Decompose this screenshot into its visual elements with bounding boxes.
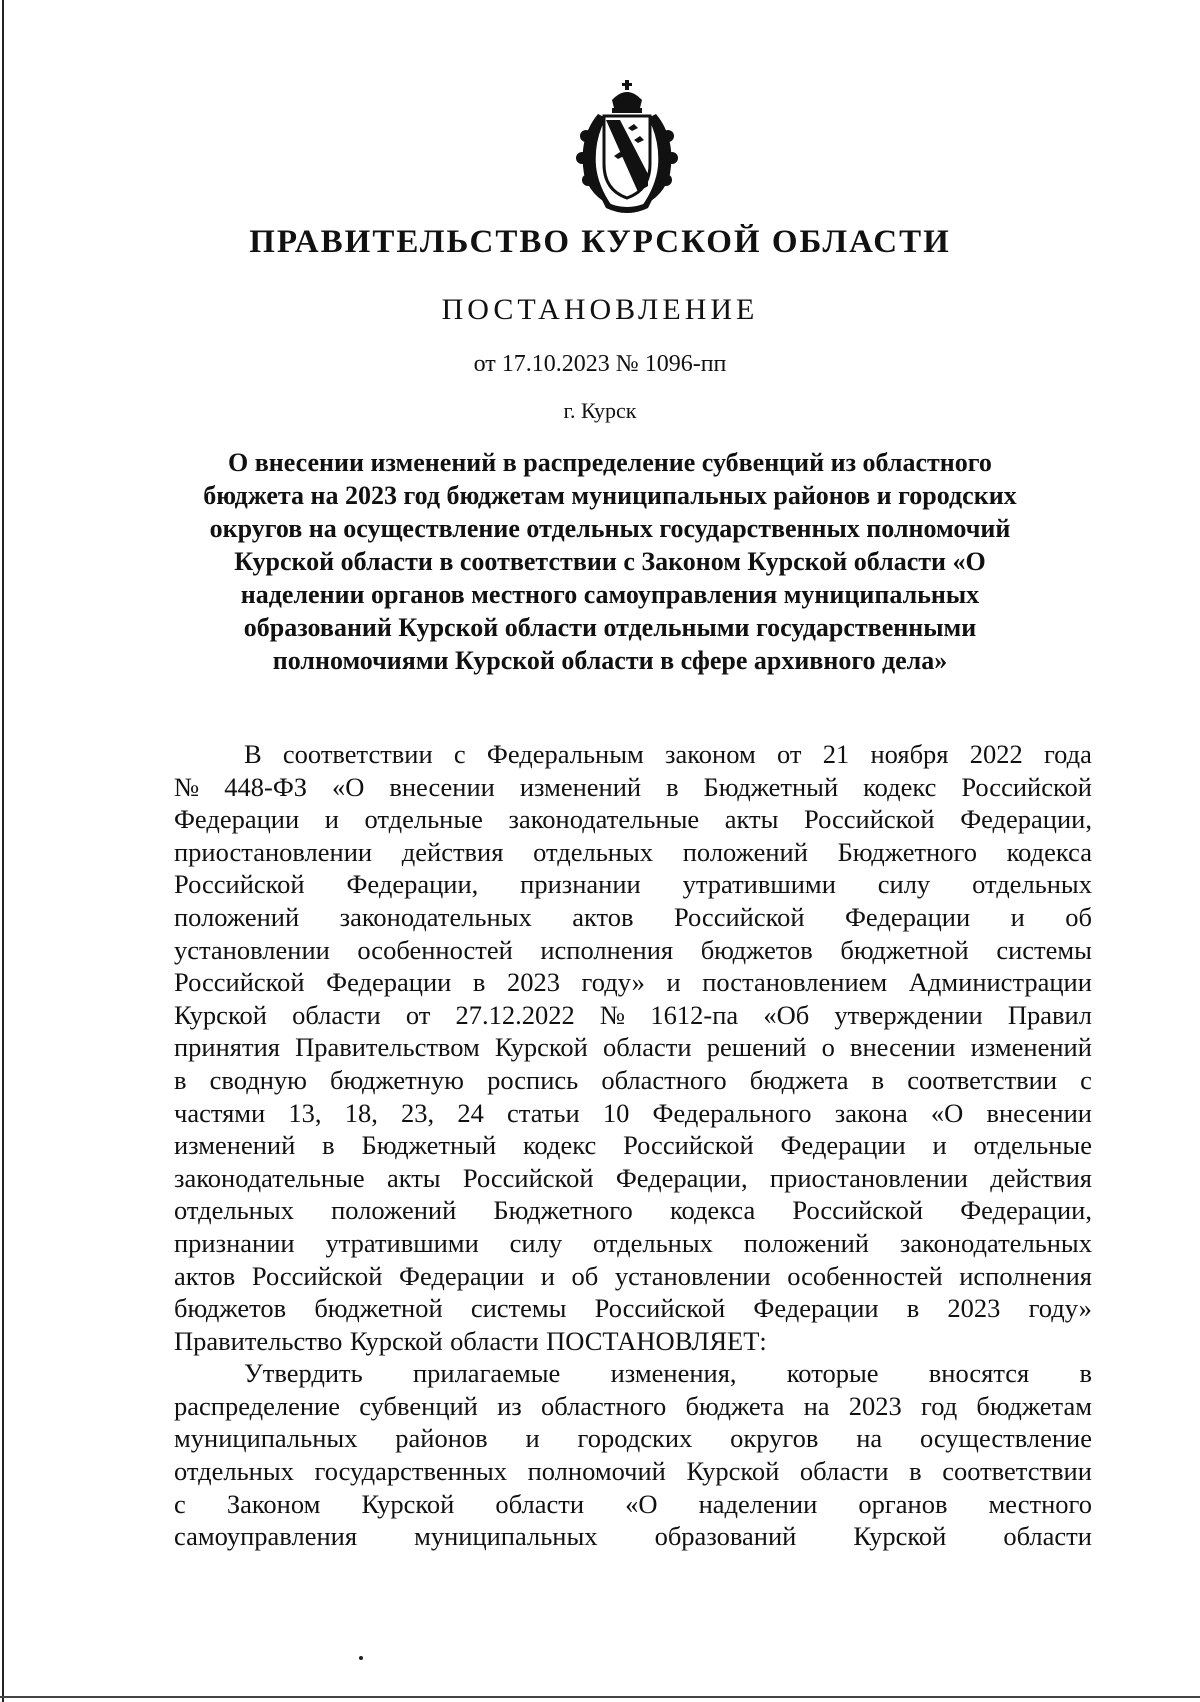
body-word: 27.12.2022 [455,999,575,1030]
body-word: Правил [1007,999,1092,1030]
body-word: соответствии [282,739,433,769]
body-word: Курской [853,1521,947,1552]
heading-line: бюджета на 2023 год бюджетам муниципальных районов и городских [203,481,1017,510]
body-word: бюджета [749,1064,849,1095]
body-word: Федерации [326,967,452,998]
body-word: изменений [174,1130,296,1161]
body-word: Курской [349,1325,443,1356]
body-line [174,1455,1092,1488]
body-word: бюджетную [330,1064,464,1095]
organization-title: ПРАВИТЕЛЬСТВО КУРСКОЙ ОБЛАСТИ [249,224,951,260]
body-word: Российской [462,1162,594,1193]
body-word: Законом [226,1488,321,1519]
body-word: прилагаемые [412,1358,561,1389]
body-word: законодательные [174,1162,365,1193]
body-word: городских [577,1423,693,1454]
body-line [174,934,1092,967]
body-word: Российской [804,804,935,835]
body-word: особенностей [787,1260,943,1291]
body-word: и [932,1130,947,1161]
body-word: Бюджетный [703,771,839,802]
body-word: внесении [849,1032,956,1063]
body-word: бюджетам [976,1390,1092,1421]
body-word: о [821,1032,835,1063]
body-word: с [1080,1064,1092,1095]
body-word: утратившими [682,869,836,900]
body-word: от [405,999,431,1030]
body-word: субвенций [359,1390,478,1421]
body-word: и [666,967,681,998]
body-word: актов [174,1260,236,1291]
body-word: самоуправления [174,1521,358,1552]
body-word: Федерации [780,1130,906,1161]
body-word: отдельные [364,804,483,835]
body-word: положений [743,1227,869,1258]
body-word: изменений [519,771,642,802]
body-word: утратившими [325,1227,479,1258]
body-word: области [1003,1521,1092,1552]
body-word: области [292,999,381,1030]
body-word: внесении [986,1097,1092,1128]
body-word: и [525,1423,540,1454]
kursk-coat-of-arms-icon [568,78,686,214]
body-word: «Об [763,999,810,1030]
body-word: государственных [314,1456,508,1487]
body-line [174,771,1092,804]
body-word: системы [470,1293,567,1324]
heading-line: О внесении изменений в распределение субвенций из областного [228,448,992,477]
body-word: и [324,804,339,835]
body-word: вносятся [928,1358,1030,1389]
body-word: Администрации [908,967,1092,998]
body-word: распределение [174,1390,340,1421]
body-word: принятия [174,1032,280,1063]
body-word: признании [174,1227,295,1258]
body-word: статьи [507,1097,580,1128]
body-word: 2023 [506,967,560,998]
body-word: области [799,1456,889,1487]
body-word: «О [930,1097,964,1128]
body-word: «О [625,1488,658,1519]
scan-mark [359,1656,363,1660]
body-word: действия [401,836,504,867]
body-word: области [495,1488,585,1519]
heading-line: Курской области в соответствии с Законом Курской области «О [234,547,986,576]
body-word: 23, [401,1097,435,1128]
body-word: Российской [174,967,305,998]
body-word: Федерации, [615,1162,748,1193]
body-word: образований [654,1521,797,1552]
body-word: приостановлении [769,1162,968,1193]
body-word: ПОСТАНОВЛЯЕТ: [546,1325,767,1356]
body-word: законодательные [508,804,700,835]
body-word: бюджетов [174,1293,287,1324]
body-word: Российской [623,1130,754,1161]
scan-bottom-edge [0,1696,1200,1698]
body-line [174,1097,1092,1130]
body-word: «О [332,771,365,802]
body-line [174,1422,1092,1455]
body-word: положений [174,901,300,932]
body-line [174,1488,1092,1521]
body-line [174,1129,1092,1162]
body-word: 18, [344,1097,378,1128]
body-word: закона [834,1097,908,1128]
body-word: районов [395,1423,488,1454]
body-word: акты [724,804,779,835]
body-word: года [1043,739,1092,769]
body-word: 2022 [969,739,1023,769]
body-line [174,1292,1092,1325]
body-word: Федерации [399,1260,525,1291]
body-line [174,738,1092,771]
body-word: Курской [494,1032,588,1063]
document-date-number: от 17.10.2023 № 1096-пп [473,351,727,377]
body-word: бюджета [685,1390,785,1421]
body-line [174,803,1092,836]
body-word: 24 [457,1097,484,1128]
body-word: Утвердить [244,1358,363,1389]
body-word: Российской [174,869,305,900]
body-word: в [174,1064,187,1095]
body-word: Федерации, [960,1195,1092,1226]
body-word: Федерального [652,1097,812,1128]
body-word: области [602,1032,692,1063]
body-word: в [871,1064,885,1095]
body-word: изменения, [610,1358,737,1389]
body-word: в [906,1293,920,1324]
body-word: году» [1028,1293,1092,1324]
body-word: Федерации, [346,869,479,900]
body-word: которые [786,1358,879,1389]
body-word: Федерации [753,1293,879,1324]
body-word: Правительством [295,1032,480,1063]
body-word: постановлением [702,967,888,998]
body-word: установлении [614,1260,771,1291]
body-word: бюджетов [700,934,813,965]
body-word: Федерации [845,901,971,932]
body-word: изменений [970,1032,1092,1063]
body-word: роспись [487,1064,579,1095]
body-word: соответствии [907,1064,1058,1095]
body-word: кодекса [669,1195,756,1226]
body-word: ноября [870,739,949,769]
body-line [174,1162,1092,1195]
body-word: законодательных [339,901,532,932]
body-word: в [666,771,679,802]
body-word: приостановлении [174,836,373,867]
body-word: 448-ФЗ [224,771,308,802]
body-word: положений [682,836,808,867]
body-word: 21 [822,739,850,769]
body-word: органов [858,1488,948,1519]
body-word: отдельных [174,1456,294,1487]
body-word: Курской [686,1456,780,1487]
body-word: с [174,1488,186,1519]
body-line [174,836,1092,869]
body-word: области [450,1325,539,1356]
body-word: отдельных [174,1195,294,1226]
body-word: исполнения [959,1260,1092,1291]
body-word: 2023 [848,1390,902,1421]
body-word: отдельных [972,869,1092,900]
body-word: году» [581,967,645,998]
body-line [174,1520,1092,1553]
body-word: внесении [389,771,495,802]
body-word: на [803,1390,830,1421]
body-word: акты [386,1162,441,1193]
body-line [174,966,1092,999]
heading-line: наделении органов местного самоуправления муниципальных [240,580,980,609]
body-word: силу [509,1227,563,1258]
body-word: Федерации, [960,804,1092,835]
body-word: кодекс [522,1130,597,1161]
body-word: Российской [251,1260,383,1291]
body-word: установлении [174,934,330,965]
body-word: особенностей [357,934,513,965]
body-word: в [472,967,486,998]
body-word: Российской [673,901,805,932]
body-word: Бюджетного [493,1195,633,1226]
body-word: исполнения [540,934,674,965]
body-word: муниципальных [174,1423,358,1454]
body-line [174,901,1092,934]
body-word: округов [730,1423,819,1454]
body-word: системы [996,934,1092,965]
body-word: в [322,1130,335,1161]
body-word: законом [665,739,756,769]
body-word: местного [988,1488,1092,1519]
body-word: и [1010,901,1025,932]
body-word: решений [706,1032,807,1063]
body-word: Бюджетного [837,836,977,867]
body-word: от [777,739,802,769]
body-word: отдельных [533,836,654,867]
body-word: В [244,739,262,769]
body-word: Федерации [174,804,300,835]
body-word: положений [331,1195,457,1226]
body-word: Курской [174,999,267,1030]
heading-line: округов на осуществление отдельных государственных полномочий [209,514,1011,543]
body-word: соответствии [942,1456,1092,1487]
document-type: ПОСТАНОВЛЕНИЕ [441,293,759,326]
body-word: в [909,1456,922,1487]
body-word: год [921,1390,958,1421]
body-line [174,999,1092,1032]
body-word: Курской [361,1488,455,1519]
body-word: № [599,999,626,1030]
body-word: бюджетной [840,934,969,965]
body-word: 13, [288,1097,322,1128]
document-heading [180,446,1040,677]
body-word: отдельные [973,1130,1092,1161]
body-word: Бюджетный [361,1130,497,1161]
body-word: Российской [961,771,1092,802]
body-word: Федеральным [486,739,644,769]
body-word: областного [601,1064,727,1095]
body-word: областного [541,1390,667,1421]
body-word: в [1079,1358,1092,1389]
body-word: Российской [792,1195,924,1226]
heading-line: образований Курской области отдельными государственными [243,613,977,642]
body-word: наделении [698,1488,818,1519]
heading-line: полномочиями Курской области в сфере архивного дела» [272,646,948,675]
body-line [174,1031,1092,1064]
body-word: из [497,1390,522,1421]
body-word: муниципальных [414,1521,598,1552]
body-word: действия [990,1162,1092,1193]
body-word: сводную [209,1064,307,1095]
body-word: Российской [594,1293,726,1324]
body-word: признании [520,869,641,900]
body-word: об [1065,901,1092,932]
body-word: осуществление [919,1423,1092,1454]
body-word: силу [877,869,931,900]
body-word: утверждении [834,999,983,1030]
body-line [174,868,1092,901]
body-line [174,1064,1092,1097]
body-word: отдельных [592,1227,713,1258]
body-word: кодекс [863,771,937,802]
body-line [174,1390,1092,1423]
body-word: законодательных [899,1227,1092,1258]
body-word: № [174,771,200,802]
document-body [174,738,1092,1553]
body-word: полномочий [527,1456,666,1487]
body-word: с [453,739,466,769]
body-line [174,1227,1092,1260]
body-word: актов [572,901,634,932]
document-city: г. Курск [563,398,637,423]
body-word: бюджетной [314,1293,443,1324]
body-word: Правительство [174,1325,343,1356]
body-word: кодекса [1006,836,1092,867]
body-line [174,1357,1092,1390]
body-word: 2023 [947,1293,1001,1324]
body-word: частями [174,1097,266,1128]
body-word: об [571,1260,599,1291]
body-word: 1612-па [650,999,739,1030]
body-word: 10 [602,1097,630,1128]
body-line [174,1325,1092,1358]
body-word: на [856,1423,883,1454]
body-line [174,1260,1092,1293]
body-line [174,1194,1092,1227]
body-word: и [540,1260,555,1291]
